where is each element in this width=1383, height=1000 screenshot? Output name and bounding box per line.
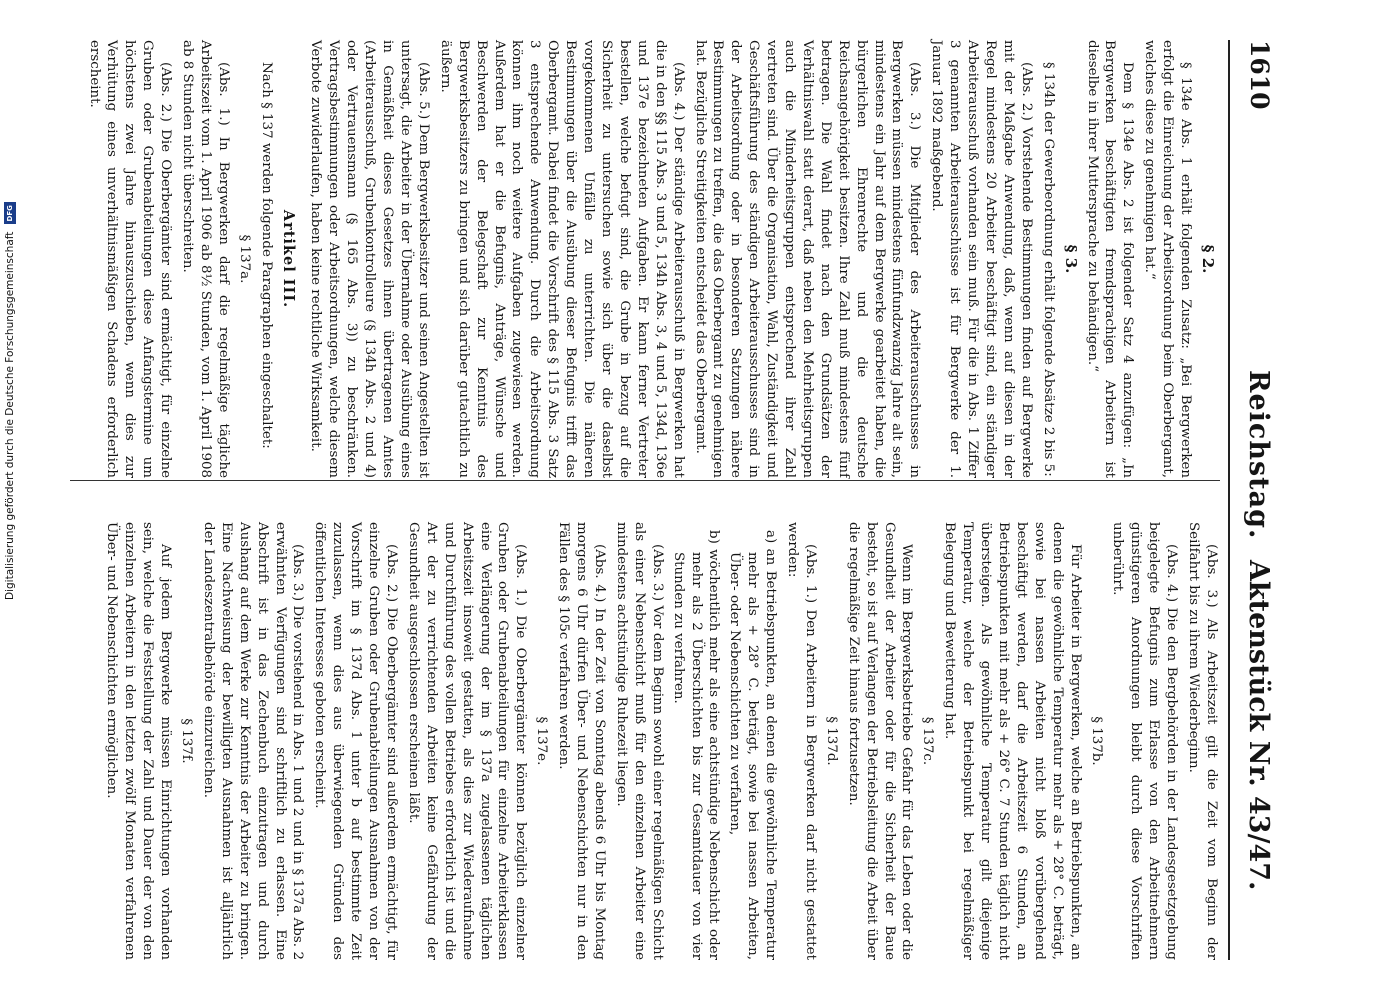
paragraph: (Abs. 3.) Die vorstehend in Abs. 1 und 2 und in § 137a Abs. 2 erwähnten Verfügungen sind schriftlich zu erlassen. Eine Abschrift ist in das Zechenbuch einzutragen und durch Aushang auf dem Werke zur Kenntnis der Arbeiter zu bringen. Eine Nachweisung der bewilligten Ausnahmen ist alljährlich der Landeszentralbehörde einzureichen. <box>200 522 306 960</box>
paragraph: (Abs. 2.) Die Oberbergämter sind außerdem ermächtigt, für einzelne Gruben oder Grubenabteilungen Ausnahmen von der Vorschrift im § 137d Abs. 1 unter b auf bestimmte Zeit zuzulassen, wenn dies aus überwiegenden Gründen des öffentlichen Interesses geboten erscheint. <box>312 522 400 960</box>
paragraph-heading: § 137e. <box>534 716 550 766</box>
paragraph-heading: § 137d. <box>823 716 839 766</box>
paragraph: § 134h der Gewerbeordnung erhält folgende Absätze 2 bis 5: <box>1040 62 1056 477</box>
section-heading: § 3. <box>1061 244 1080 274</box>
paragraph: (Abs. 1.) Die Oberbergämter können bezüglich einzelner Gruben oder Grubenabteilungen für einzelne Arbeiterklassen eine Verlängerung der im § 137a zugelassenen täglichen Arbeitszeit insoweit gestatten, als dies zur Wiederaufnahme und Durchführung des vollen Betriebes erforderlich ist und die Art der zu verrichtenden Arbeiten keine Gefährdung der Gesundheit ausgeschlossen erscheinen läßt. <box>405 522 529 960</box>
page-number: 1610 <box>1245 40 1274 110</box>
digitization-note <box>4 207 18 600</box>
paragraph: (Abs. 3.) Als Arbeitszeit gilt die Zeit vom Beginn der Seilfahrt bis zu ihrem Wiederbeginn. <box>1186 522 1219 960</box>
paragraph: (Abs. 2.) Die Oberbergämter sind ermächtigt, für einzelne Gruben oder Grubenabteilungen diese Anfangstermine um höchstens zwei Jahre hinauszuschieben, wenn dies zur Verhütung eines unverhältnismäßigen Schadens erforderlich erscheint. <box>86 40 174 478</box>
paragraph: Dem § 134e Abs. 2 ist folgender Satz 4 anzufügen: „In Bergwerken beschäftigten fremdsprachigen Arbeitern ist dieselbe in ihrer Muttersprache zu behändigen.“ <box>1084 40 1136 478</box>
digitization-note-text: Digitalisierung gefördert durch die Deutsche Forschungsgemeinschaft <box>4 231 16 600</box>
paragraph: § 134e Abs. 1 erhält folgenden Zusatz: „Bei Bergwerken erfolgt die Einreichung der Arbeitsordnung beim Oberbergamt, welches diese zu genehmigen hat.“ <box>1142 40 1194 478</box>
paragraph-heading: § 137f. <box>179 718 195 764</box>
paragraph: Nach § 137 werden folgende Paragraphen eingeschaltet: <box>258 62 274 449</box>
paragraph: (Abs. 4.) Die den Bergbehörden in der Landesgesetzgebung beigelegte Befugnis zum Erlasse von den Arbeitnehmern günstigeren Anordnungen bleibt durch diese Vorschriften unberührt. <box>1110 522 1180 960</box>
paragraph: (Abs. 3.) Die Mitglieder des Arbeiterausschusses in Bergwerken müssen mindestens fünfundzwanzig Jahre alt sein, mindestens ein Jahr auf dem Bergwerke gearbeitet haben, die bürgerlichen Ehrenrechte und die deutsche Reichsangehörigkeit besitzen. Ihre Zahl muß mindestens fünf betragen. Die Wahl findet nach den Grundsätzen der Verhältniswahl statt derart, daß neben den Mehrheitsgruppen auch die Minderheitsgruppen entsprechend ihrer Zahl vertreten sind. Über die Organisation, Wahl, Zuständigkeit und Geschäftsführung des ständigen Arbeiterausschusses sind in der Arbeitsordnung oder in besonderen Satzungen nähere Bestimmungen zu treffen, die das Oberbergamt zu genehmigen hat. Bezügliche Streitigkeiten entscheidet das Oberbergamt. <box>692 40 923 478</box>
paragraph: Auf jedem Bergwerke müssen Einrichtungen vorhanden sein, welche die Feststellung der Zahl und Dauer der von den einzelnen Arbeitern in den letzten zwölf Monaten verfahrenen Über- und Nebenschichten ermöglichen. <box>104 522 174 960</box>
section-heading: § 2. <box>1199 244 1217 274</box>
left-column <box>60 40 1220 478</box>
paragraph: (Abs. 1.) In Bergwerken darf die regelmäßige tägliche Arbeitszeit vom 1. April 1906 ab 8½ Stunden, vom 1. April 1908 ab 8 Stunden nicht überschreiten. <box>180 40 231 478</box>
paragraph: (Abs. 4.) In der Zeit von Sonntag abends 6 Uhr bis Montag morgens 6 Uhr dürfen Über- und Nebenschichten nur in den Fällen des § 105c verfahren werden. <box>556 522 607 960</box>
paragraph: (Abs. 5.) Dem Bergwerksbesitzer und seinen Angestellten ist untersagt, die Arbeiter in der Übernahme oder Ausübung eines in Gemäßheit dieses Gesetzes ihnen übertragenen Amtes (Arbeiterausschuß, Grubenkontrolleure (§ 134h Abs. 2 und 4) oder Vertrauensmann (§ 165 Abs. 3)) zu beschränken. Vertragsbestimmungen oder Arbeitsordnungen, welche diesem Verbote zuwiderlaufen, haben keine rechtliche Wirksamkeit. <box>308 40 431 478</box>
document-page <box>50 0 1300 1000</box>
paragraph-heading: § 137b. <box>1088 716 1104 766</box>
dfg-logo-icon: DFG <box>4 202 16 224</box>
paragraph: (Abs. 4.) Der ständige Arbeiterausschuß in Bergwerken hat die in den §§ 115 Abs. 3 und 5, 134h Abs. 3, 4 und 5, 134d, 136e und 137e bezeichneten Aufgaben. Er kann ferner Vertreter bestellen, welche befugt sind, die Grube in bezug auf die Sicherheit zu untersuchen sowie sich über die daselbst vorgekommenen Unfälle zu unterrichten. Die näheren Bestimmungen über die Ausübung dieser Befugnis trifft das Oberbergamt. Dabei findet die Vorschrift des § 115 Abs. 3 Satz 3 entsprechende Anwendung. Durch die Arbeitsordnung können ihm noch weitere Aufgaben zugewiesen werden. Außerdem hat er die Befugnis, Anträge, Wünsche und Beschwerden der Belegschaft zur Kenntnis des Bergwerksbesitzers zu bringen und sich darüber gutachtlich zu äußern. <box>437 40 686 478</box>
column-divider <box>70 480 1220 481</box>
article-heading: Artikel III. <box>279 209 297 309</box>
right-column <box>60 522 1220 960</box>
paragraph: Wenn im Bergwerksbetriebe Gefahr für das Leben oder die Gesundheit der Arbeiter oder für die Sicherheit der Baue besteht, so ist auf Verlangen der Betriebsleitung die Arbeit über die regelmäßige Zeit hinaus fortzusetzen. <box>845 522 915 960</box>
document-reference: Aktenstück Nr. 43/47. <box>1243 560 1274 891</box>
paragraph: (Abs. 3.) Vor dem Beginn sowohl einer regelmäßigen Schicht als einer Nebenschicht muß für den einzelnen Arbeiter eine mindestens achtstündige Ruhezeit liegen. <box>613 522 665 960</box>
paragraph: (Abs. 1.) Den Arbeitern in Bergwerken darf nicht gestattet werden: <box>785 522 818 960</box>
list-item: b) wöchentlich mehr als eine achtstündige Nebenschicht oder mehr als 2 Überschichten bis zur Gesamtdauer von vier Stunden zu verfahren. <box>670 530 722 960</box>
paragraph-heading: § 137c. <box>920 716 936 766</box>
list-item: a) an Betriebspunkten, an denen die gewöhnliche Temperatur mehr als + 28° C. beträgt, sowie bei nassen Arbeiten, Über- oder Nebenschichten zu verfahren, <box>727 530 779 960</box>
page-header <box>1230 40 1290 960</box>
running-title: Reichstag. <box>1243 370 1274 540</box>
paragraph: Für Arbeiter in Bergwerken, welche an Betriebspunkten, an denen die gewöhnliche Temperatur mehr als + 28° C. beträgt, sowie bei nassen Arbeiten nicht bloß vorübergehend beschäftigt werden, darf die Arbeitszeit 6 Stunden, an Betriebspunkten mit mehr als + 26° C. 7 Stunden täglich nicht übersteigen. Als gewöhnliche Temperatur gilt diejenige Temperatur, welche der Betriebspunkt bei regelmäßiger Belegung und Bewetterung hat. <box>942 522 1083 960</box>
paragraph-heading: § 137a. <box>236 234 252 284</box>
paragraph: (Abs. 2.) Vorstehende Bestimmungen finden auf Bergwerke mit der Maßgabe Anwendung, daß, wenn auf diesen in der Regel mindestens 20 Arbeiter beschäftigt sind, ein ständiger Arbeiterausschuß vorhanden sein muß. Für die in Abs. 1 Ziffer 3 genannten Arbeiterausschüsse ist für Bergwerke der 1. Januar 1892 maßgebend. <box>929 40 1034 478</box>
header-rule <box>1228 40 1230 960</box>
